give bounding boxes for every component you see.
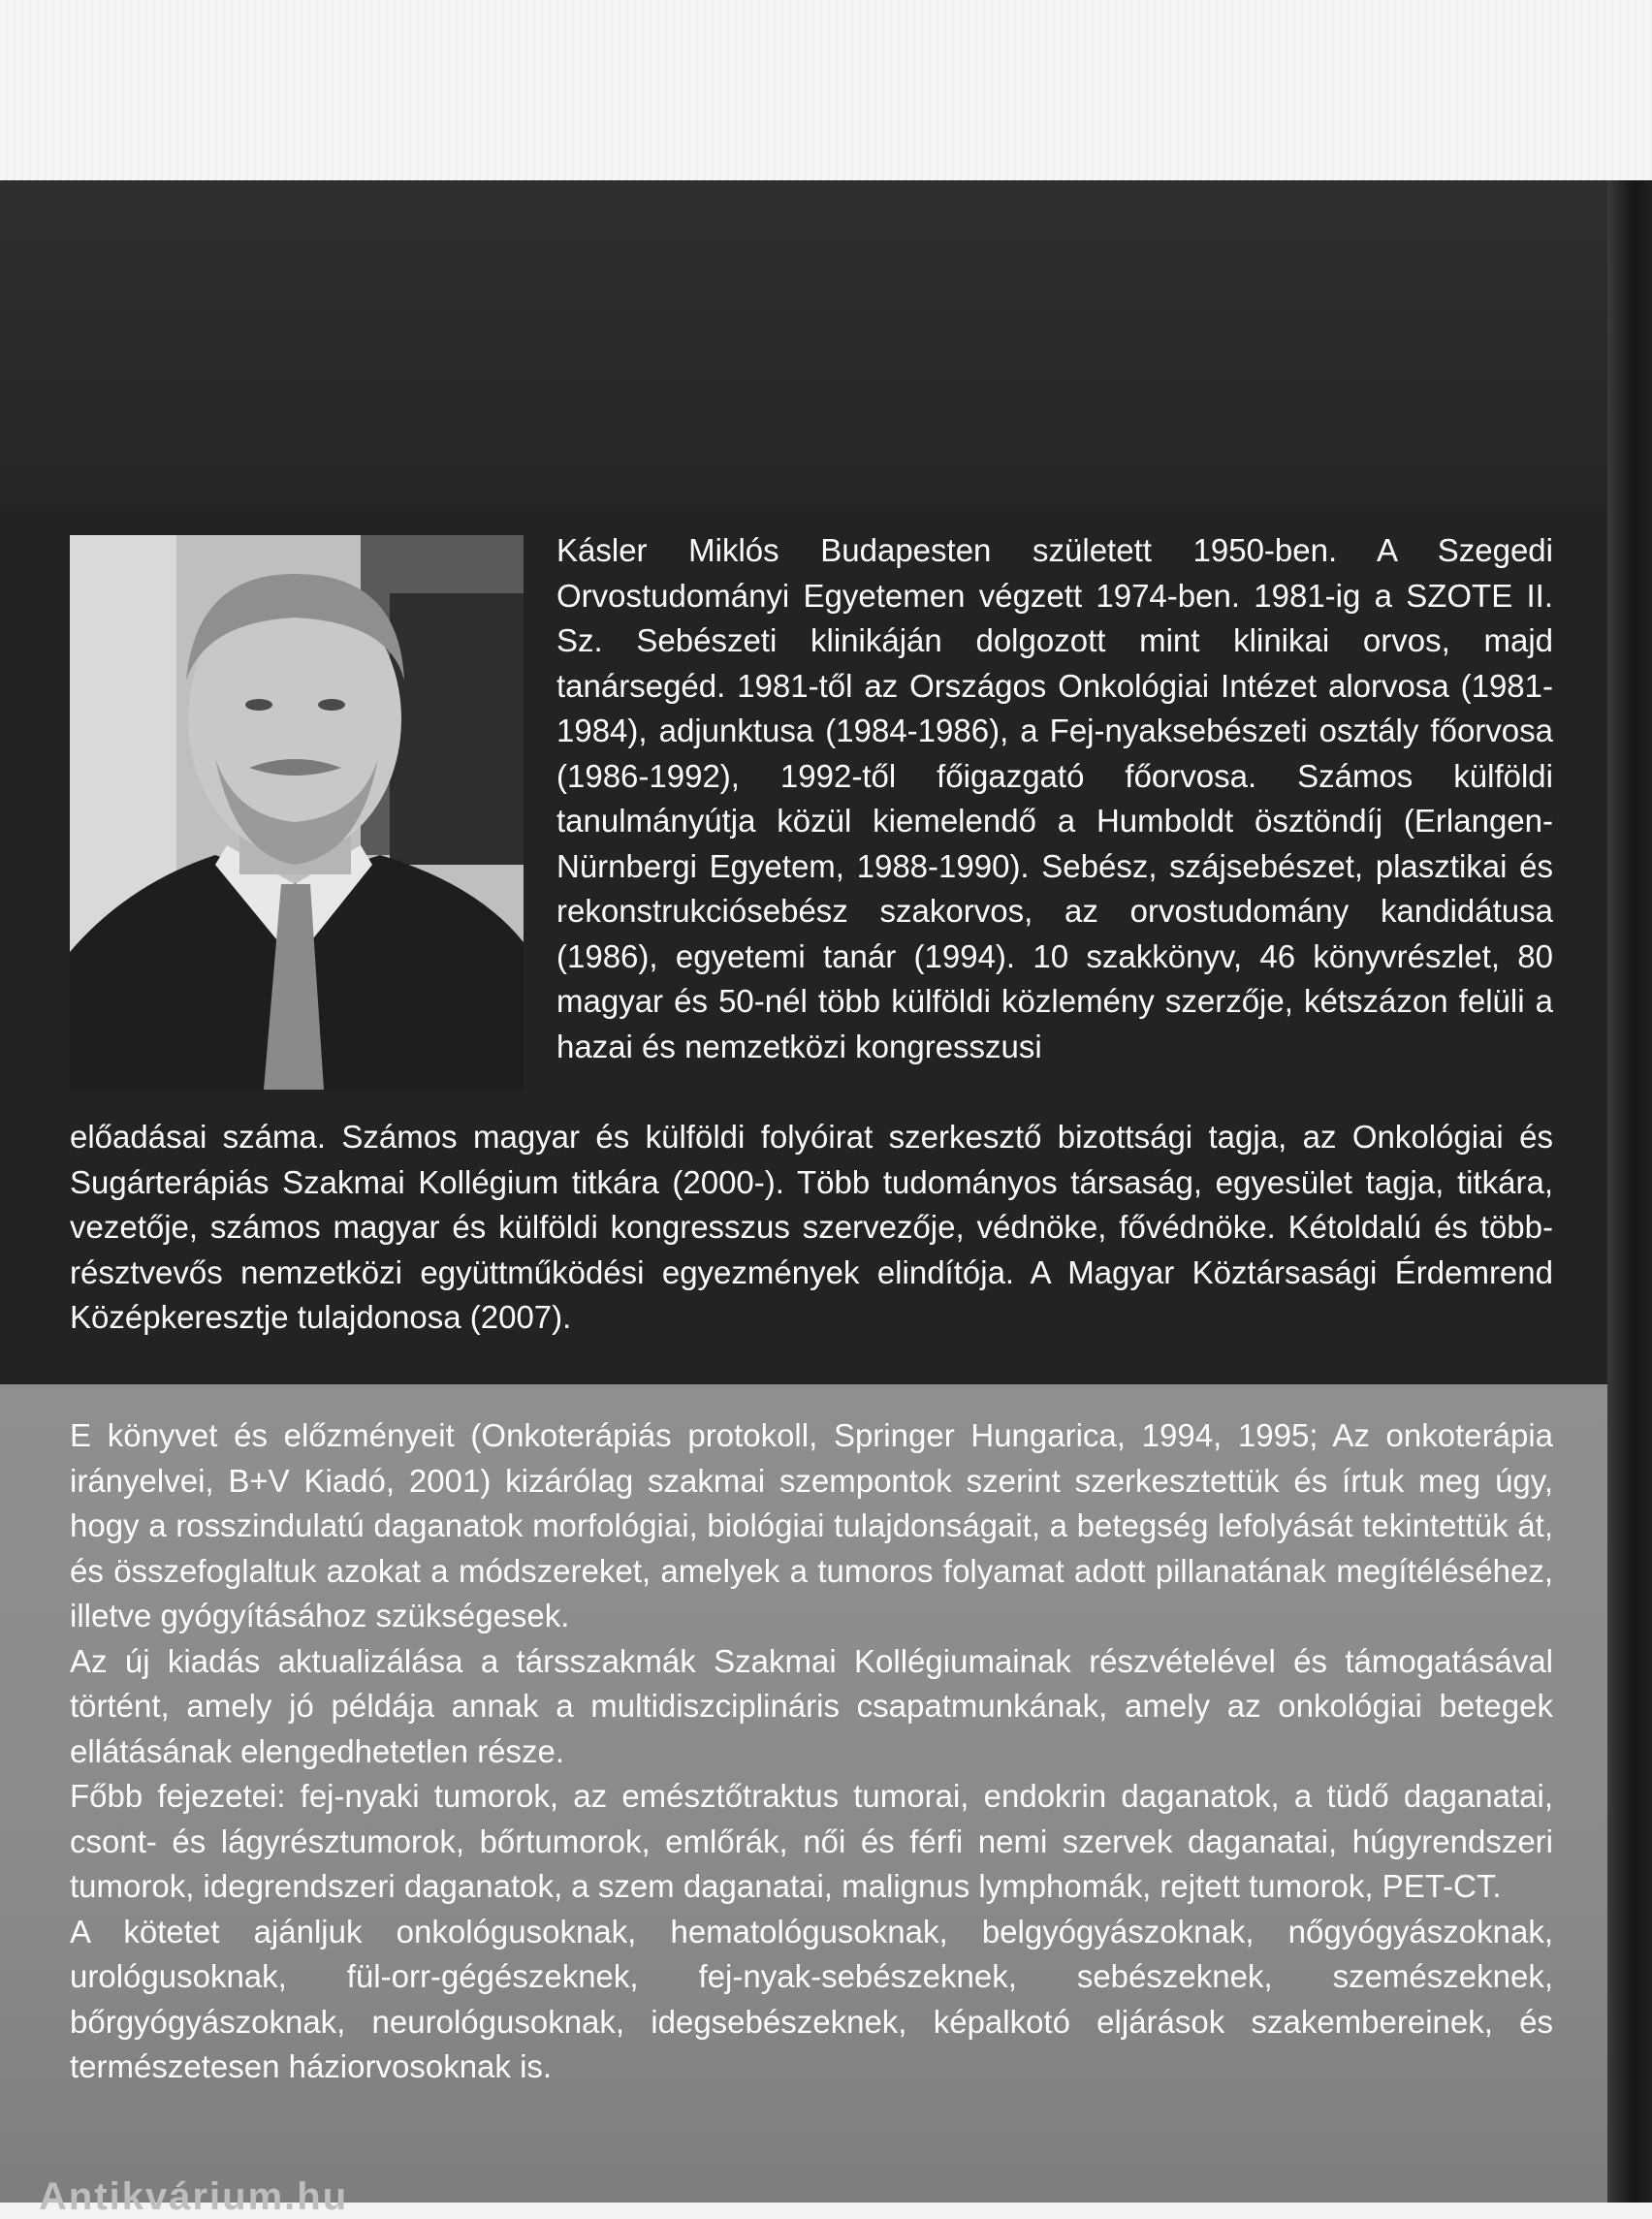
cover-dark-header (0, 180, 1607, 510)
author-bio-continued (70, 1115, 1553, 1341)
author-bio-text: Kásler Miklós Budapesten született 1950-ben. A Szegedi Orvostudományi Egyetemen végzett 1974-ben. 1981-ig a SZOTE II. Sz. Sebészeti klinikáján dolgozott mint klinikai orvos, majd tanársegéd. 1981-től az Országos Onkológiai Intézet alorvosa (1981-1984), adjunktusa (1984-1986), a Fej-nyaksebészeti osztály főorvosa (1986-1992), 1992-től főigazgató főorvosa. Számos külföldi tanulmányútja közül kiemelendő a Humboldt ösztöndíj (Erlangen-Nürnbergi Egyetem, 1988-1990). Sebész, szájsebészet, plasztikai és rekonstrukciósebész szakorvos, az orvostudomány kandidátusa (1986), egyetemi tanár (1994). 10 szakkönyv, 46 könyvrészlet, 80 magyar és 50-nél több külföldi közlemény szerzője, kétszázon felüli a hazai és nemzetközi kongresszusi (556, 532, 1553, 1064)
description-paragraph-1: E könyvet és előzményeit (Onkoterápiás protokoll, Springer Hungarica, 1994, 1995; Az onkoterápia irányelvei, B+V Kiadó, 2001) kizárólag szakmai szempontok szerint szerkesztettük és írtuk meg úgy, hogy a rosszindulatú daganatok morfológiai, biológiai tulajdonságait, a betegség lefolyását tekintettük át, és összefoglaltuk azokat a módszereket, amelyek a tumoros folyamat adott pillanatának megítéléséhez, illetve gyógyításához szükségesek. (70, 1417, 1553, 1633)
book-description (70, 1413, 1553, 2090)
paper-background (0, 0, 1652, 184)
author-portrait (70, 535, 524, 1090)
cover-spine-edge (1607, 180, 1652, 2203)
description-paragraph-2: Az új kiadás aktualizálása a társszakmák Szakmai Kollégiumainak részvételével és támogatásával történt, amely jó példája annak a multidiszciplináris csapatmunkának, amely az onkológiai betegek ellátásának elengedhetetlen része. (70, 1642, 1553, 1769)
watermark: Antikvárium.hu (39, 2175, 349, 2218)
author-bio-continued-text: előadásai száma. Számos magyar és külföldi folyóirat szerkesztő bizottsági tagja, az Onkológiai és Sugárterápiás Szakmai Kollégium titkára (2000-). Több tudományos társaság, egyesület tagja, titkára, vezetője, számos magyar és külföldi kongresszus szervezője, védnöke, fővédnöke. Kétoldalú és több-résztvevős nemzetközi együttműködési egyezmények elindítója. A Magyar Köztársasági Érdemrend Középkeresztje tulajdonosa (2007). (70, 1119, 1553, 1335)
description-paragraph-3: Főbb fejezetei: fej-nyaki tumorok, az emésztőtraktus tumorai, endokrin daganatok, a tüdő daganatai, csont- és lágyrésztumorok, bőrtumorok, emlőrák, női és férfi nemi szervek daganatai, húgyrendszeri tumorok, idegrendszeri daganatok, a szem daganatai, malignus lymphomák, rejtett tumorok, PET-CT. (70, 1778, 1553, 1904)
description-paragraph-4: A kötetet ajánljuk onkológusoknak, hematológusoknak, belgyógyászoknak, nőgyógyászoknak, urológusoknak, fül-orr-gégészeknek, fej-nyak-sebészeknek, sebészeknek, szemészeknek, bőrgyógyászoknak, neurológusoknak, idegsebészeknek, képalkotó eljárások szakembereinek, és természetesen háziorvosoknak is. (70, 1913, 1553, 2084)
